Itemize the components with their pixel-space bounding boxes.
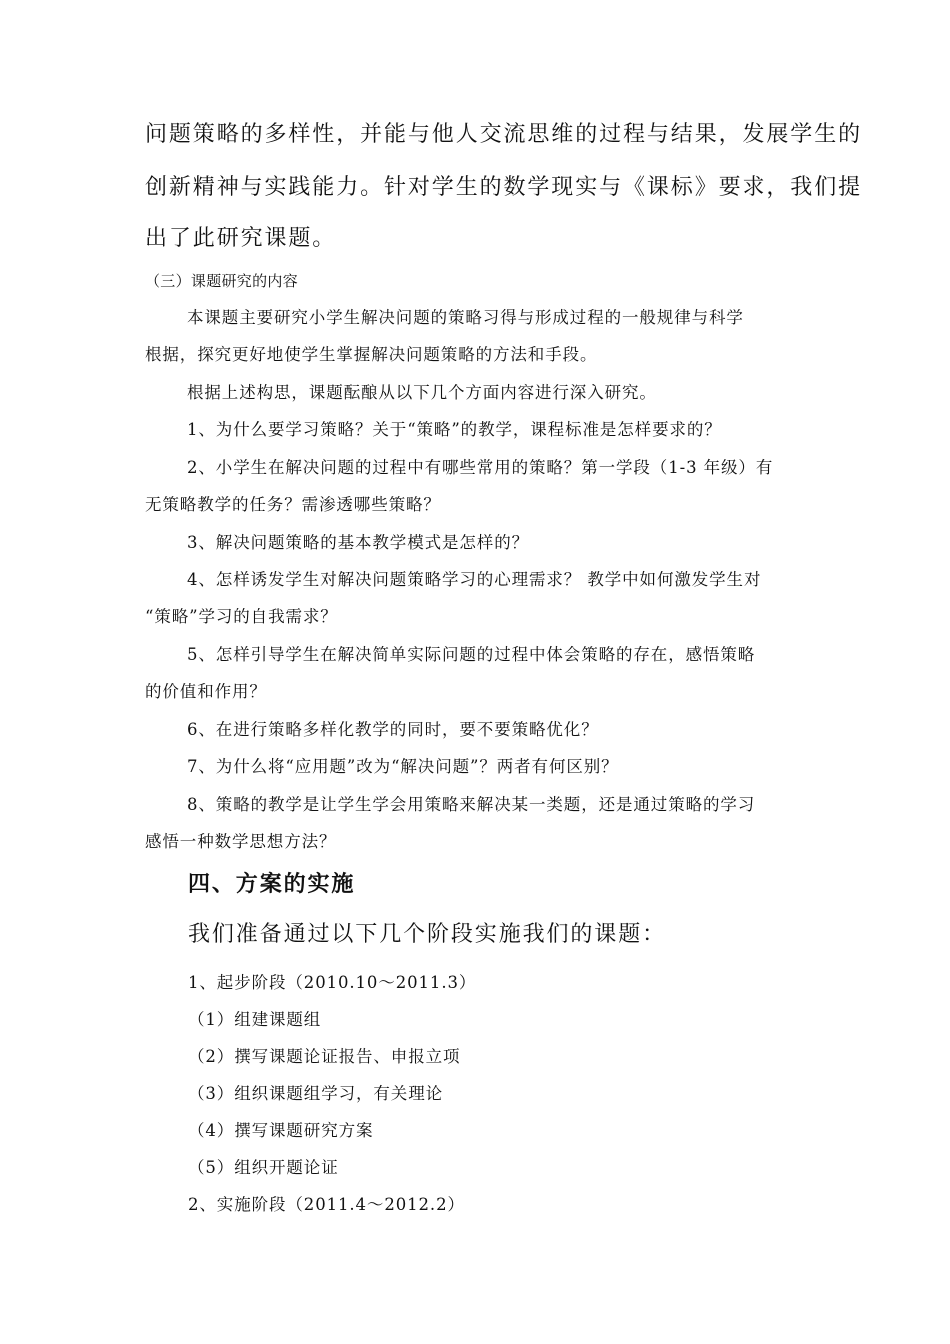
question-6-line-1: 6、在进行策略多样化教学的同时，要不要策略优化？ <box>187 720 599 739</box>
section-three-heading: （三）课题研究的内容 <box>145 272 299 290</box>
question-2-line-2: 无策略教学的任务？需渗透哪些策略？ <box>145 495 441 514</box>
question-2-line-1: 2、小学生在解决问题的过程中有哪些常用的策略？第一学段（1-3 年级）有 <box>187 458 774 477</box>
question-4-line-2: “策略”学习的自我需求？ <box>145 607 338 626</box>
stage-1-item-5: （5）组织开题论证 <box>188 1158 339 1177</box>
stage-1-item-1: （1）组建课题组 <box>188 1010 322 1029</box>
intro-line-2: 创新精神与实践能力。针对学生的数学现实与《课标》要求，我们提 <box>145 175 863 200</box>
content-para-line-1: 本课题主要研究小学生解决问题的策略习得与形成过程的一般规律与科学 <box>187 308 744 327</box>
stage-1-item-3: （3）组织课题组学习，有关理论 <box>188 1084 443 1103</box>
stage-1-title: 1、起步阶段（2010.10～2011.3） <box>188 973 477 992</box>
intro-line-3: 出了此研究课题。 <box>145 226 337 251</box>
question-5-line-1: 5、怎样引导学生在解决简单实际问题的过程中体会策略的存在，感悟策略 <box>187 645 756 664</box>
section-four-intro: 我们准备通过以下几个阶段实施我们的课题： <box>188 922 667 947</box>
stage-1-item-2: （2）撰写课题论证报告、申报立项 <box>188 1047 461 1066</box>
stage-2-title: 2、实施阶段（2011.4～2012.2） <box>188 1195 465 1214</box>
question-7-line-1: 7、为什么将“应用题”改为“解决问题”？两者有何区别？ <box>187 757 619 776</box>
stage-1-item-4: （4）撰写课题研究方案 <box>188 1121 374 1140</box>
question-3-line-1: 3、解决问题策略的基本教学模式是怎样的？ <box>187 533 529 552</box>
intro-line-1: 问题策略的多样性，并能与他人交流思维的过程与结果，发展学生的 <box>145 122 863 147</box>
question-5-line-2: 的价值和作用？ <box>145 682 267 701</box>
plan-sentence: 根据上述构思，课题酝酿从以下几个方面内容进行深入研究。 <box>187 383 657 402</box>
question-8-line-2: 感悟一种数学思想方法？ <box>145 832 337 851</box>
question-1-line-1: 1、为什么要学习策略？关于“策略”的教学，课程标准是怎样要求的？ <box>187 420 722 439</box>
question-8-line-1: 8、策略的教学是让学生学会用策略来解决某一类题，还是通过策略的学习 <box>187 795 756 814</box>
content-para-line-2: 根据，探究更好地使学生掌握解决问题策略的方法和手段。 <box>145 345 598 364</box>
question-4-line-1: 4、怎样诱发学生对解决问题策略学习的心理需求？ 教学中如何激发学生对 <box>187 570 762 589</box>
section-four-heading: 四、方案的实施 <box>188 871 356 897</box>
